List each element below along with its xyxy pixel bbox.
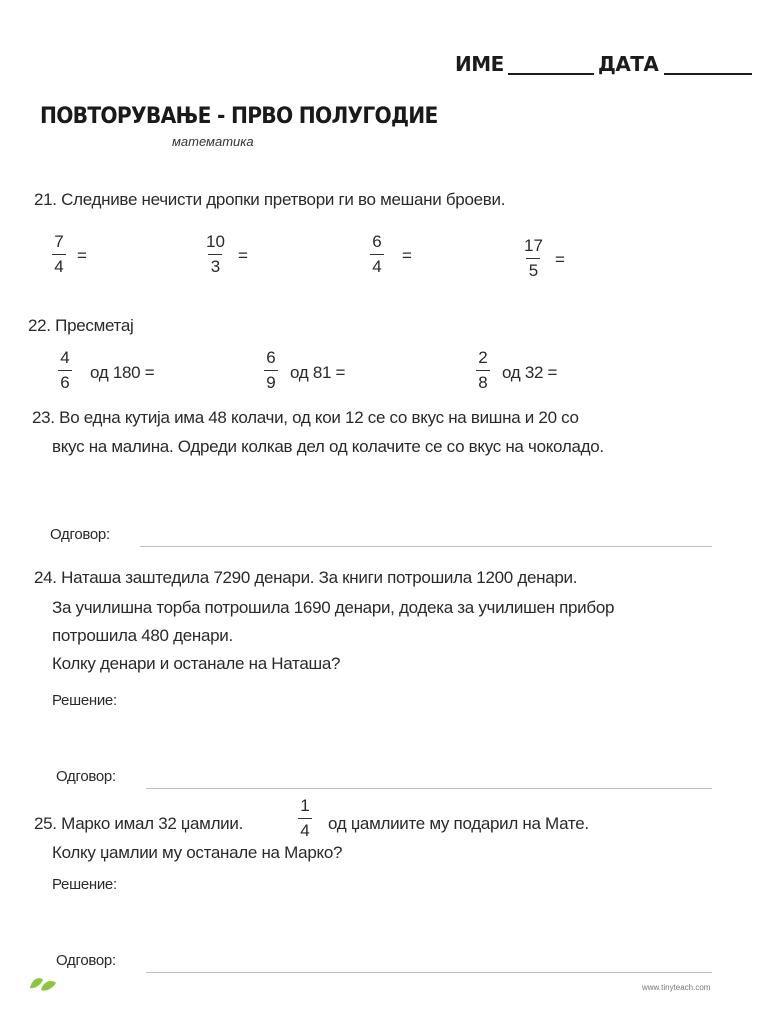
leaf-logo-icon <box>28 972 58 994</box>
task-25-line-1b: од џамлиите му подарил на Мате. <box>328 814 589 833</box>
task-24-line-3: потрошила 480 денари. <box>52 626 233 645</box>
page-title: ПОВТОРУВАЊЕ - ПРВО ПОЛУГОДИЕ <box>40 104 438 129</box>
task-24-answer-line[interactable] <box>146 788 712 789</box>
calc-expression: од 180 = <box>90 363 155 382</box>
task-24-solution-label: Решение: <box>52 692 117 709</box>
fraction: 10 3 <box>206 232 225 276</box>
calc-expression: од 81 = <box>290 363 346 382</box>
fraction: 7 4 <box>52 232 66 277</box>
task-24-line-1: 24. Наташа заштедила 7290 денари. За книги потрошила 1200 денари. <box>34 568 578 587</box>
footer-credit: www.tinyteach.com <box>642 983 711 992</box>
task-25-answer-line[interactable] <box>146 972 712 973</box>
name-label: ИМЕ <box>455 52 504 76</box>
task-21-prompt: 21. Следниве нечисти дропки претвори ги во мешани броеви. <box>34 190 506 209</box>
fraction: 6 9 <box>264 348 278 393</box>
equals-sign: = <box>402 246 412 265</box>
fraction: 6 4 <box>370 232 384 277</box>
task-24-answer-label: Одговор: <box>56 768 116 785</box>
task-24-line-4: Колку денари и останале на Наташа? <box>52 654 341 673</box>
equals-sign: = <box>77 246 87 265</box>
equals-sign: = <box>555 250 565 269</box>
page-subtitle: математика <box>172 134 254 149</box>
date-blank[interactable] <box>664 73 752 75</box>
task-25-answer-label: Одговор: <box>56 952 116 969</box>
fraction: 2 8 <box>476 348 490 393</box>
fraction: 4 6 <box>58 348 72 393</box>
task-25-solution-label: Решение: <box>52 876 117 893</box>
date-label: ДАТА <box>598 52 659 76</box>
task-23-answer-line[interactable] <box>140 546 712 547</box>
fraction: 17 5 <box>524 236 543 280</box>
task-25-line-1a: 25. Марко имал 32 џамлии. <box>34 814 244 833</box>
fraction: 1 4 <box>298 796 312 841</box>
task-23-answer-label: Одговор: <box>50 526 110 543</box>
name-blank[interactable] <box>508 73 594 75</box>
calc-expression: од 32 = <box>502 363 558 382</box>
task-22-prompt: 22. Пресметај <box>28 316 134 335</box>
task-24-line-2: За училишна торба потрошила 1690 денари, додека за училишен прибор <box>52 598 615 617</box>
task-23-line-1: 23. Во една кутија има 48 колачи, од кои 12 се со вкус на вишна и 20 со <box>32 408 579 427</box>
equals-sign: = <box>238 246 248 265</box>
task-25-line-2: Колку џамлии му останале на Марко? <box>52 843 343 862</box>
task-23-line-2: вкус на малина. Одреди колкав дел од колачите се со вкус на чоколадо. <box>52 437 604 456</box>
